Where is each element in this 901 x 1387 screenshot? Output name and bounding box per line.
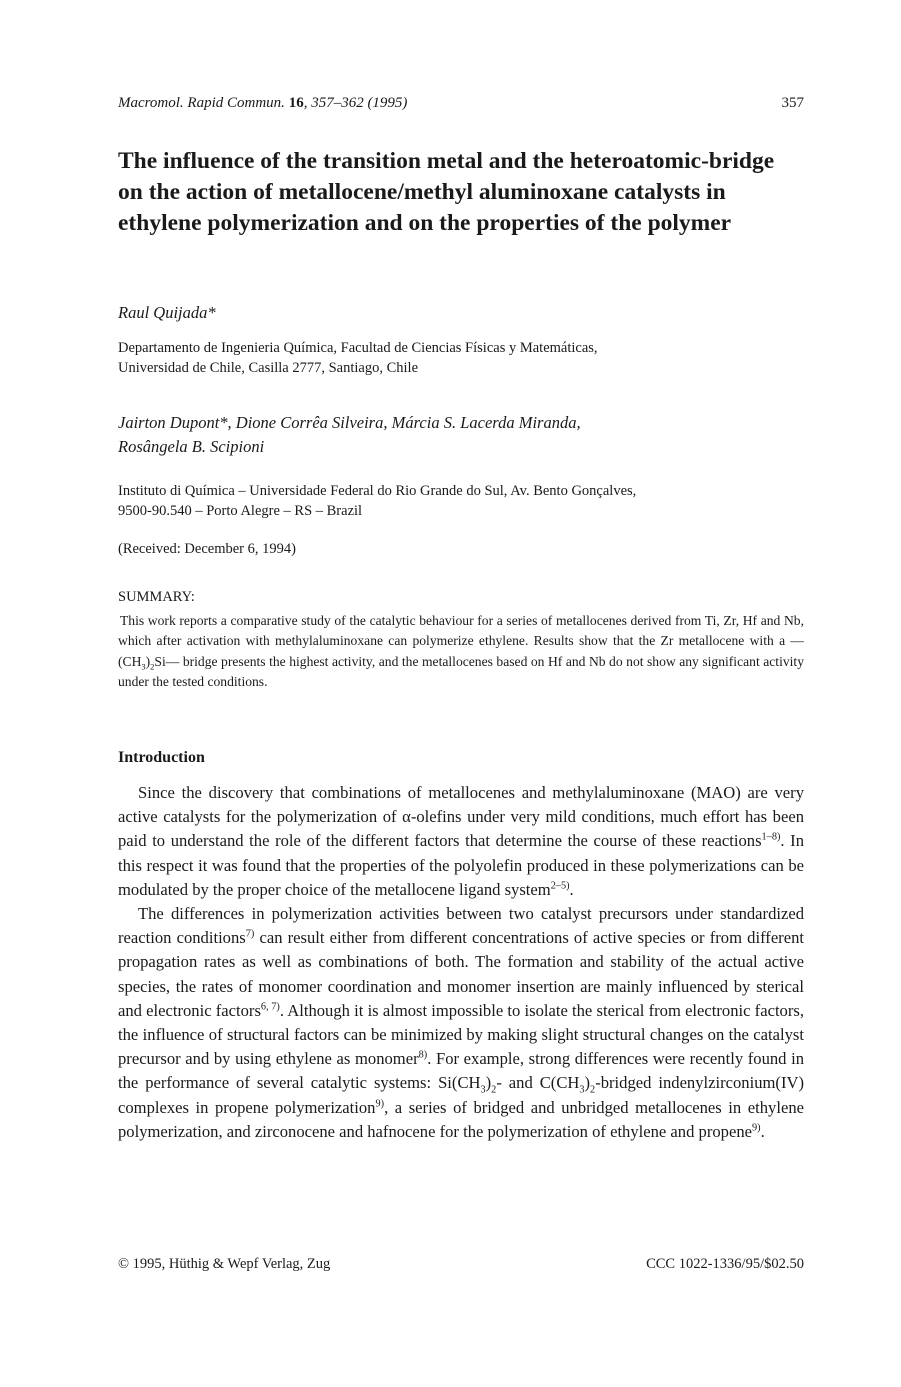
page-number: 357 bbox=[781, 95, 804, 111]
authors-2-line-2: Rosângela B. Scipioni bbox=[118, 437, 265, 456]
received-date: (Received: December 6, 1994) bbox=[118, 541, 296, 557]
text-run: The differences in polymerization activities between two catalyst precursors under standardized reaction conditions bbox=[118, 904, 804, 948]
text-run: -bridged indenylzirconium(IV) complexes in propene polymerization bbox=[118, 1073, 804, 1117]
text-run: - and C(CH bbox=[496, 1073, 580, 1093]
subscript: 3 bbox=[579, 1084, 585, 1096]
text-run: Since the discovery that combinations of metallocenes and methylaluminoxane (MAO) are very active catalysts for the polymerization of α-olefins under very mild conditions, much effort has been paid to understand the role of the different factors that determine the course of these reactions bbox=[118, 783, 804, 851]
author-line-1: Raul Quijada* bbox=[118, 303, 216, 322]
text-run: . bbox=[569, 879, 574, 899]
text-run: can result either from different concentrations of active species or from different propagation rates as well as combinations of both. The formation and stability of the actual active species, the rates of monomer coordination and monomer insertion are mainly influenced by sterical and electronic factors bbox=[118, 928, 804, 1020]
affiliation-1-line-1: Departamento de Ingenieria Química, Facultad de Ciencias Físicas y Matemáticas, bbox=[118, 340, 598, 356]
text-run: . Although it is almost impossible to isolate the sterical from electronic factors, the influence of structural factors can be minimized by making slight structural changes on the catalyst precursor and by using ethylene as monomer bbox=[118, 1000, 804, 1069]
affiliation-2 bbox=[118, 481, 804, 521]
reference-superscript: 8) bbox=[418, 1049, 428, 1061]
subscript: 2 bbox=[590, 1084, 596, 1096]
summary-subscript: 3 bbox=[141, 661, 146, 672]
copyright-notice: © 1995, Hüthig & Wepf Verlag, Zug bbox=[118, 1256, 331, 1272]
reference-superscript: 9) bbox=[751, 1122, 761, 1134]
summary-heading: SUMMARY: bbox=[118, 589, 195, 605]
affiliation-2-line-2: 9500-90.540 – Porto Alegre – RS – Brazil bbox=[118, 503, 363, 519]
journal-citation bbox=[118, 95, 407, 111]
subscript: 3 bbox=[480, 1084, 486, 1096]
text-run: . In this respect it was found that the properties of the polyolefin produced in these polymerizations can be modulated by the proper choice of the metallocene ligand system bbox=[118, 831, 804, 899]
summary-subscript: 2 bbox=[150, 661, 155, 672]
running-header bbox=[118, 95, 804, 112]
summary-part-1: This work reports a comparative study of the catalytic behaviour for a series of metallocenes derived from Ti, Zr, Hf and Nb, which after activation with methylaluminoxane can polymerize ethylene. Results show that the Zr metallocene with a —(CH bbox=[118, 613, 804, 669]
section-heading-introduction: Introduction bbox=[118, 749, 205, 766]
paragraph-2 bbox=[118, 902, 804, 1144]
reference-superscript: 1–8) bbox=[761, 831, 781, 843]
reference-superscript: 9) bbox=[375, 1098, 385, 1110]
summary-part-2: Si— bridge presents the highest activity, and the metallocenes based on Hf and Nb do not show any significant activity under the tested conditions. bbox=[118, 653, 804, 690]
text-run: . For example, strong differences were recently found in the performance of several catalytic systems: Si(CH bbox=[118, 1049, 805, 1093]
affiliation-1-line-2: Universidad de Chile, Casilla 2777, Santiago, Chile bbox=[118, 360, 419, 376]
authors-2-line-1: Jairton Dupont*, Dione Corrêa Silveira, Márcia S. Lacerda Miranda, bbox=[118, 413, 581, 432]
reference-superscript: 6, 7) bbox=[260, 1001, 280, 1013]
text-run: , a series of bridged and unbridged metallocenes in ethylene polymerization, and zirconocene and hafnocene for the polymerization of ethylene and propene bbox=[118, 1097, 804, 1141]
author-line-2 bbox=[118, 411, 804, 459]
paragraph-1 bbox=[118, 781, 804, 902]
reference-superscript: 2–5) bbox=[550, 880, 570, 892]
subscript: 2 bbox=[491, 1084, 497, 1096]
journal-name: Macromol. Rapid Commun. bbox=[118, 95, 289, 111]
text-run: ) bbox=[584, 1073, 591, 1093]
summary-paren: ) bbox=[145, 653, 151, 669]
journal-pages: , 357–362 (1995) bbox=[303, 95, 408, 111]
reference-superscript: 7) bbox=[245, 928, 255, 940]
summary-text bbox=[118, 611, 804, 693]
text-run: . bbox=[760, 1121, 765, 1141]
affiliation-1 bbox=[118, 338, 804, 378]
affiliation-2-line-1: Instituto di Química – Universidade Federal do Rio Grande do Sul, Av. Bento Gonçalves, bbox=[118, 483, 637, 499]
journal-volume: 16 bbox=[288, 95, 304, 111]
page-footer bbox=[118, 1256, 804, 1273]
text-run: ) bbox=[485, 1073, 492, 1093]
article-title: The influence of the transition metal and the heteroatomic-bridge on the action of metallocene/methyl aluminoxane catalysts in ethylene polymerization and on the properties of the polymer bbox=[118, 148, 775, 236]
issn-code: CCC 1022-1336/95/$02.50 bbox=[646, 1256, 804, 1272]
body-text bbox=[118, 781, 804, 1144]
